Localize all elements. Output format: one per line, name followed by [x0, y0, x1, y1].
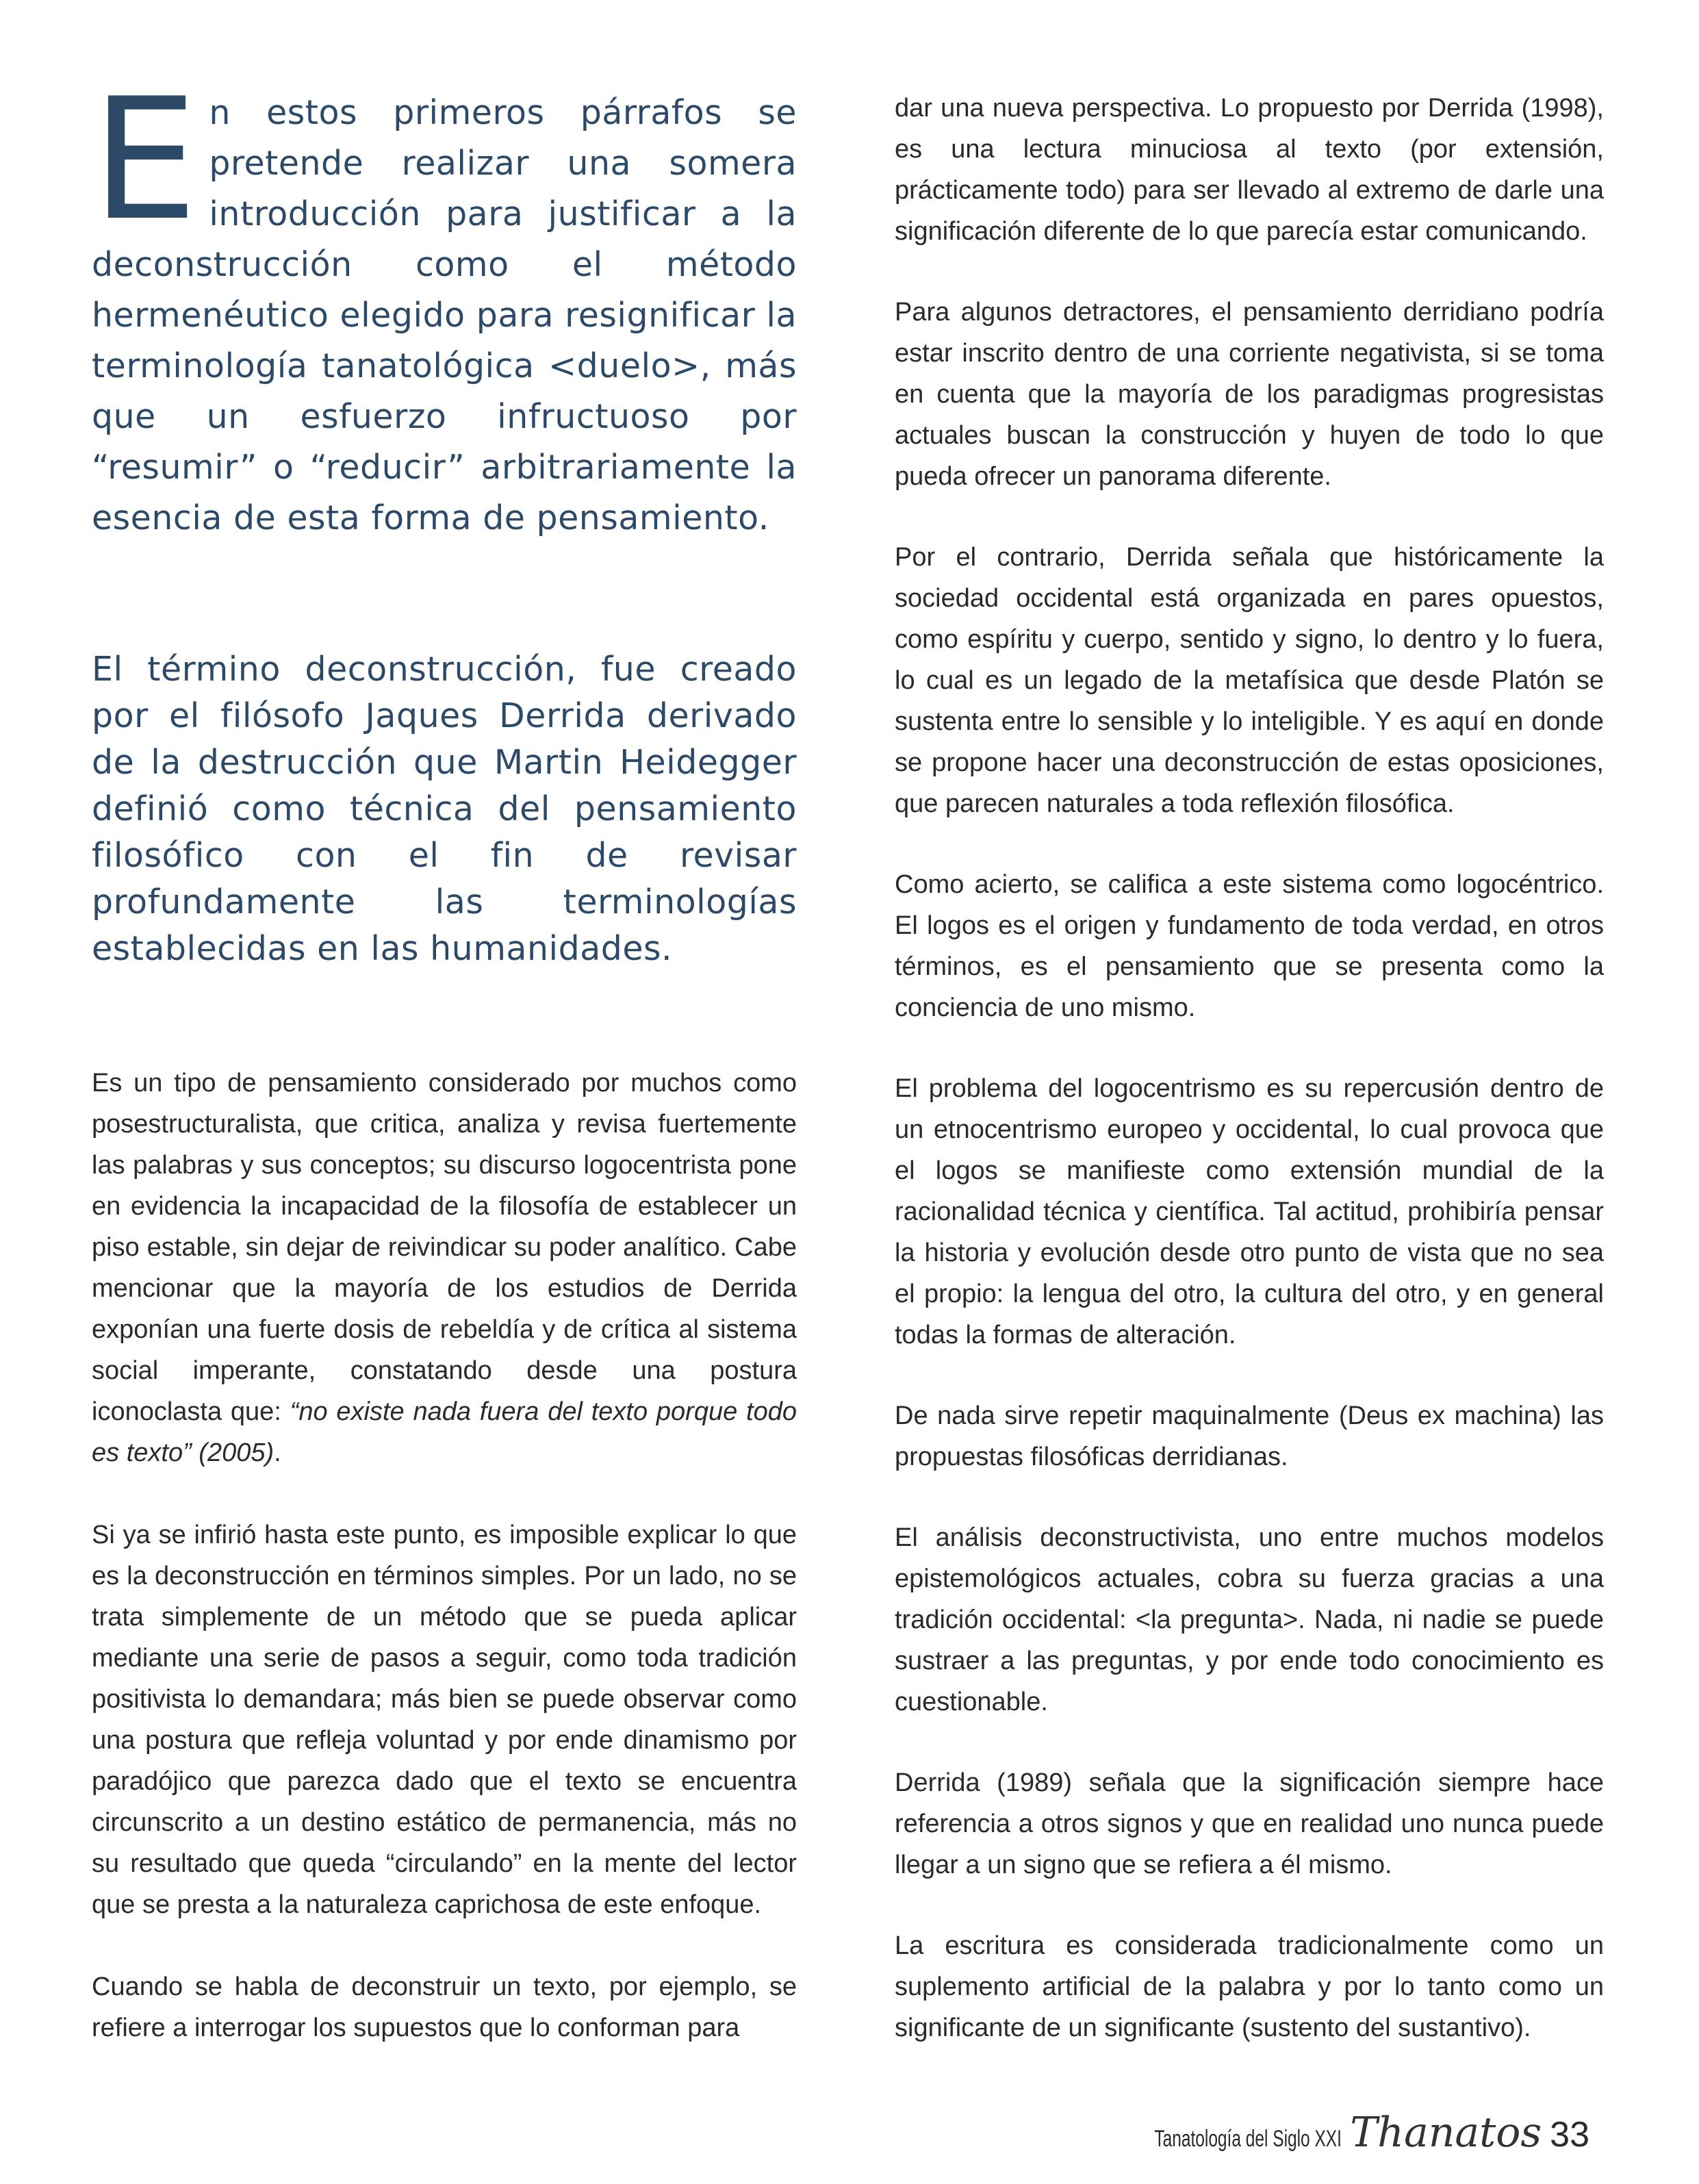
body-paragraph: Cuando se habla de deconstruir un texto, por ejemplo, se refiere a interrogar los supuestos que lo conforman para [92, 1972, 797, 2042]
intro-paragraph [92, 62, 797, 544]
drop-cap: E [92, 62, 199, 257]
magazine-logo: Thanatos [1350, 2109, 1542, 2157]
body-paragraph [92, 1063, 797, 1473]
quote-text: “no existe nada fuera del texto porque todo es texto” (2005) [92, 1397, 797, 1467]
body-paragraph: El problema del logocentrismo es su repercusión dentro de un etnocentrismo europeo y occidental, lo cual provoca que el logos se manifieste como extensión mundial de la racionalidad técnica y científica. Tal actitud, prohibiría pensar la historia y evolución desde otro punto de vista que no sea el propio: la lengua del otro, la cultura del otro, y en general todas la formas de alteración. [895, 1074, 1604, 1349]
body-paragraph: La escritura es considerada tradicionalmente como un suplemento artificial de la palabra y por lo tanto como un significante de un significante (sustento del sustantivo). [895, 1931, 1604, 2042]
publication-name: Tanatología del Siglo XXI [1154, 2126, 1342, 2152]
body-text: Es un tipo de pensamiento considerado por muchos como posestructuralista, que critica, analiza y revisa fuertemente las palabras y sus conceptos; su discurso logocentrista pone en evidencia la incapacidad de la filosofía de establecer un piso estable, sin dejar de reivindicar su poder analítico. Cabe mencionar que la mayoría de los estudios de Derrida exponían una fuerte dosis de rebeldía y de crítica al sistema social imperante, constatando desde una postura iconoclasta que: [92, 1069, 797, 1426]
body-paragraph: Para algunos detractores, el pensamiento derridiano podría estar inscrito dentro de una corriente negativista, si se toma en cuenta que la mayoría de los paradigmas progresistas actuales buscan la construcción y huyen de todo lo que pueda ofrecer un panorama diferente. [895, 298, 1604, 491]
body-paragraph: De nada sirve repetir maquinalmente (Deus ex machina) las propuestas filosóficas derridianas. [895, 1401, 1604, 1471]
page-number: 33 [1550, 2115, 1589, 2155]
body-paragraph: Como acierto, se califica a este sistema como logocéntrico. El logos es el origen y fundamento de toda verdad, en otros términos, es el pensamiento que se presenta como la conciencia de uno mismo. [895, 870, 1604, 1022]
right-column [895, 88, 1604, 2048]
body-paragraph: Derrida (1989) señala que la significación siempre hace referencia a otros signos y que en realidad uno nunca puede llegar a un signo que se refiera a él mismo. [895, 1768, 1604, 1879]
page-footer [1082, 2109, 1589, 2157]
body-paragraph: Por el contrario, Derrida señala que históricamente la sociedad occidental está organizada en pares opuestos, como espíritu y cuerpo, sentido y signo, lo dentro y lo fuera, lo cual es un legado de la metafísica que desde Platón se sustenta entre lo sensible y lo inteligible. Y es aquí en donde se propone hacer una deconstrucción de estas oposiciones, que parecen naturales a toda reflexión filosófica. [895, 543, 1604, 818]
intro-paragraph-2: El término deconstrucción, fue creado por el filósofo Jaques Derrida derivado de la destrucción que Martin Heidegger definió como técnica del pensamiento filosófico con el fin de revisar profundamente las terminologías establecidas en las humanidades. [92, 650, 797, 968]
body-paragraph: El análisis deconstructivista, uno entre muchos modelos epistemológicos actuales, cobra su fuerza gracias a una tradición occidental: <la pregunta>. Nada, ni nadie se puede sustraer a las preguntas, y por ende todo conocimiento es cuestionable. [895, 1523, 1604, 1716]
left-column [92, 62, 797, 2048]
body-paragraph: Si ya se infirió hasta este punto, es imposible explicar lo que es la deconstrucción en términos simples. Por un lado, no se trata simplemente de un método que se pueda aplicar mediante una serie de pasos a seguir, como toda tradición positivista lo demandara; más bien se puede observar como una postura que refleja voluntad y por ende dinamismo por paradójico que parezca dado que el texto se encuentra circunscrito a un destino estático de permanencia, más no su resultado que queda “circulando” en la mente del lector que se presta a la naturaleza caprichosa de este enfoque. [92, 1521, 797, 1919]
body-text-end: . [274, 1438, 281, 1467]
body-paragraph: dar una nueva perspectiva. Lo propuesto por Derrida (1998), es una lectura minuciosa al texto (por extensión, prácticamente todo) para ser llevado al extremo de darle una significación diferente de lo que parecía estar comunicando. [895, 94, 1604, 246]
intro-text: n estos primeros párrafos se pretende realizar una somera introducción para justificar a la deconstrucción como el método hermenéutico elegido para resignificar la terminología tanatológica <duelo>, más que un esfuerzo infructuoso por “resumir” o “reducir” arbitrariamente la esencia de esta forma de pensamiento. [92, 93, 797, 537]
